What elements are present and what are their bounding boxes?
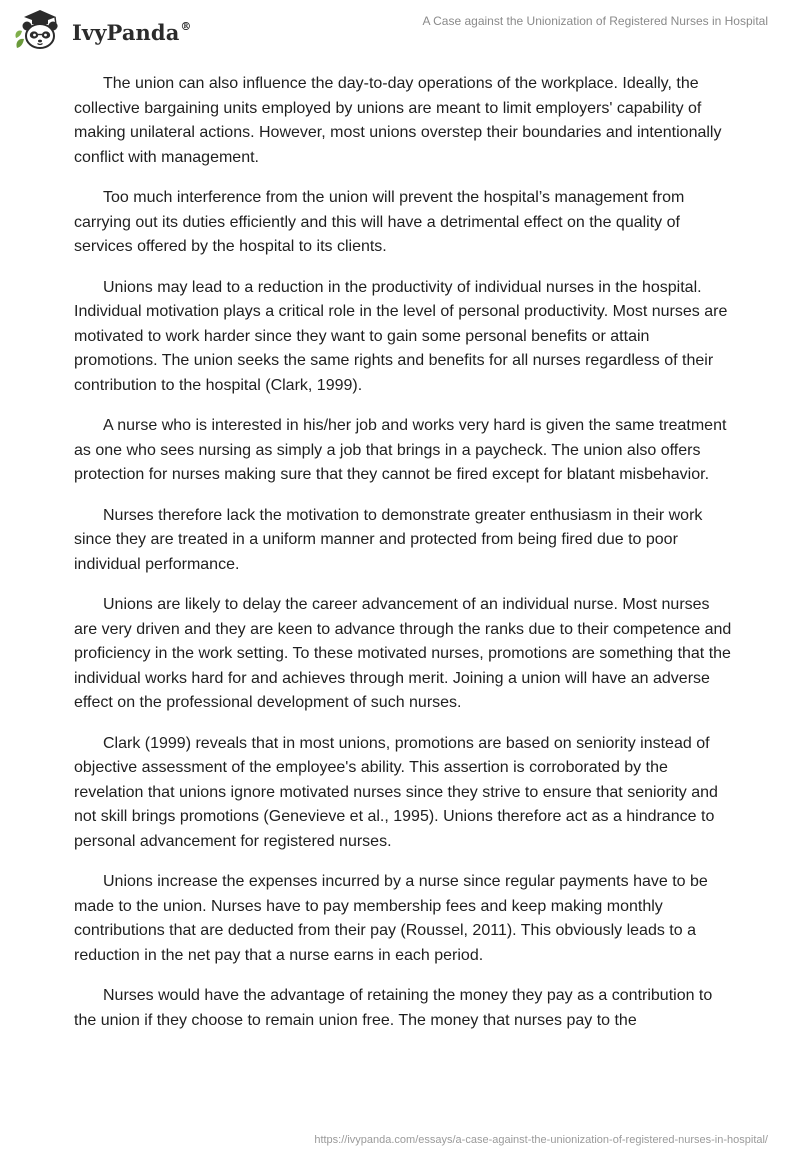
- paragraph: The union can also influence the day-to-day operations of the workplace. Ideally, the collective bargaining units employed by unions are meant to limit employers' capability of making unilateral actions. However, most unions overstep their boundaries and intentionally conflict with management.: [74, 75, 722, 166]
- panda-logo-icon: [14, 8, 66, 54]
- paragraph: Unions increase the expenses incurred by a nurse since regular payments have to be made to the union. Nurses have to pay membership fees and keep making monthly contributions that are deducted from their pay (Roussel, 2011). This obviously leads to a reduction in the net pay that a nurse earns in each period.: [74, 873, 708, 964]
- paragraph: Unions are likely to delay the career advancement of an individual nurse. Most nurses are very driven and they are keen to advance through the ranks due to their competence and proficiency in the work setting. To these motivated nurses, promotions are something that the individual works hard for and achieves through merit. Joining a union will have an adverse effect on the professional development of such nurses.: [74, 596, 732, 711]
- paragraph: A nurse who is interested in his/her job and works very hard is given the same treatment as one who sees nursing as simply a job that brings in a paycheck. The union also offers protection for nurses making sure that they cannot be fired except for blatant misbehavior.: [74, 417, 727, 483]
- paragraph: Nurses would have the advantage of retaining the money they pay as a contribution to the union if they choose to remain union free. The money that nurses pay to the: [74, 987, 713, 1029]
- paragraph: Too much interference from the union will prevent the hospital’s management from carrying out its duties efficiently and this will have a detrimental effect on the quality of services offered by the hospital to its clients.: [74, 189, 685, 255]
- page-header: [0, 0, 800, 60]
- registered-mark: ®: [180, 19, 192, 33]
- paragraph: Unions may lead to a reduction in the productivity of individual nurses in the hospital. Individual motivation plays a critical role in the level of personal productivity. Most nurses are motivated to work harder since they want to gain some personal benefits or attain promotions. The union seeks the same rights and benefits for all nurses regardless of their contribution to the hospital (Clark, 1999).: [74, 278, 728, 394]
- document-title: A Case against the Unionization of Registered Nurses in Hospital: [422, 14, 768, 28]
- essay-body: [74, 72, 734, 1049]
- logo-wordmark: IvyPanda®: [72, 19, 192, 45]
- paragraph: Clark (1999) reveals that in most unions, promotions are based on seniority instead of objective assessment of the employee's ability. This assertion is corroborated by the revelation that unions ignore motivated nurses since they strive to ensure that seniority and not skill brings promotions (Genevieve et al., 1995). Unions therefore act as a hindrance to personal advancement for registered nurses.: [74, 734, 718, 850]
- paragraph: Nurses therefore lack the motivation to demonstrate greater enthusiasm in their work since they are treated in a uniform manner and protected from being fired due to poor individual performance.: [74, 506, 703, 573]
- ivypanda-logo[interactable]: [14, 8, 192, 54]
- source-url[interactable]: https://ivypanda.com/essays/a-case-against-the-unionization-of-registered-nurses-in-hospital/: [314, 1134, 768, 1146]
